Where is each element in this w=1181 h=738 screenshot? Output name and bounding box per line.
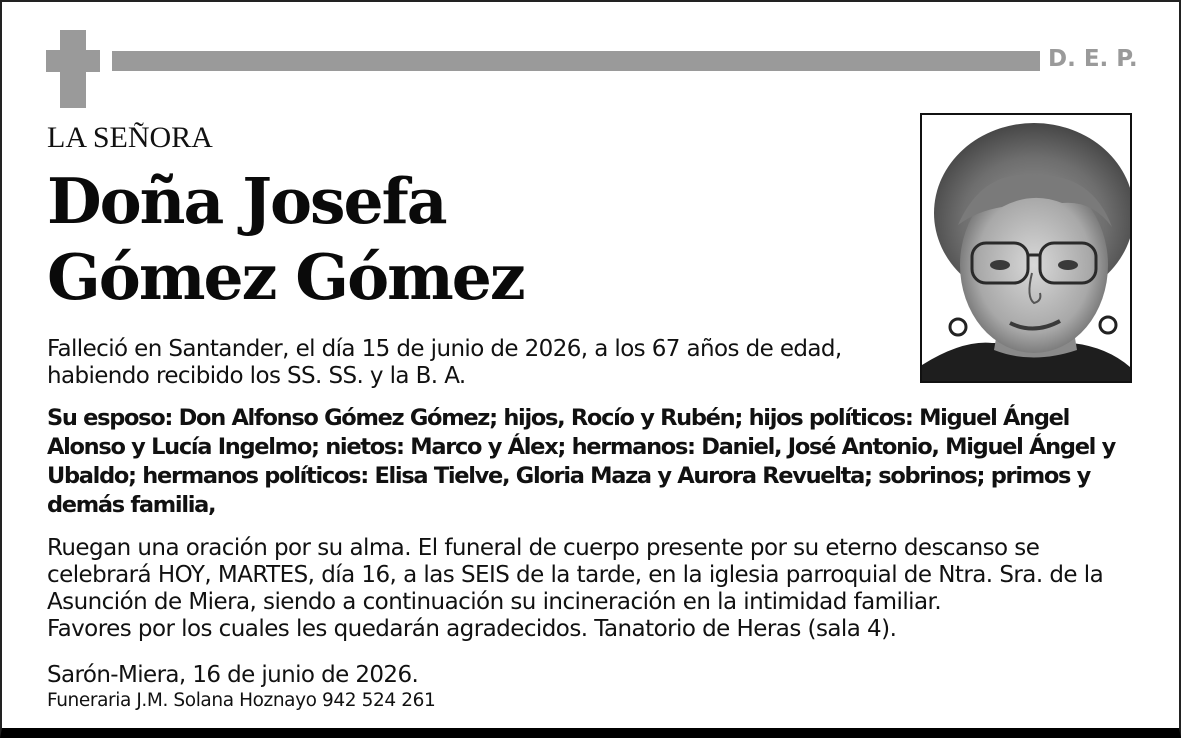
funeral-thanks: Favores por los cuales les quedarán agradecidos. Tanatorio de Heras (sala 4). <box>47 616 897 642</box>
funeral-text: Ruegan una oración por su alma. El funeral de cuerpo presente por su eterno descanso se celebrará HOY, MARTES, día 16, a las SEIS de la tarde, en la iglesia parroquial de Ntra. Sra. de la Asunción de Miera, siendo a continuación su incineración en la intimidad familiar. <box>47 535 1104 615</box>
funeral-home: Funeraria J.M. Solana Hoznayo 942 524 261 <box>47 690 436 711</box>
death-notice-line: habiendo recibido los SS. SS. y la B. A. <box>47 363 466 389</box>
deceased-portrait <box>920 113 1132 383</box>
funeral-details <box>47 535 1137 643</box>
death-notice-line: Falleció en Santander, el día 15 de junio de 2026, a los 67 años de edad, <box>47 336 842 362</box>
place-date: Sarón-Miera, 16 de junio de 2026. <box>47 662 419 688</box>
family-list: Su esposo: Don Alfonso Gómez Gómez; hijos, Rocío y Rubén; hijos políticos: Miguel Ángel Alonso y Lucía Ingelmo; nietos: Marco y Álex; hermanos: Daniel, José Antonio, Miguel Ángel y Ubaldo; hermanos políticos: Elisa Tielve, Gloria Maza y Aurora Revuelta; sobrinos; primos y demás familia, <box>47 405 1115 518</box>
cross-icon-bar <box>46 50 100 72</box>
dep-label: D. E. P. <box>1048 46 1138 72</box>
header-rule <box>112 51 1040 71</box>
honorific: LA SEÑORA <box>47 121 213 154</box>
deceased-name-last: Gómez Gómez <box>47 240 524 314</box>
death-notice <box>47 336 907 390</box>
deceased-name-first: Doña Josefa <box>47 164 446 238</box>
